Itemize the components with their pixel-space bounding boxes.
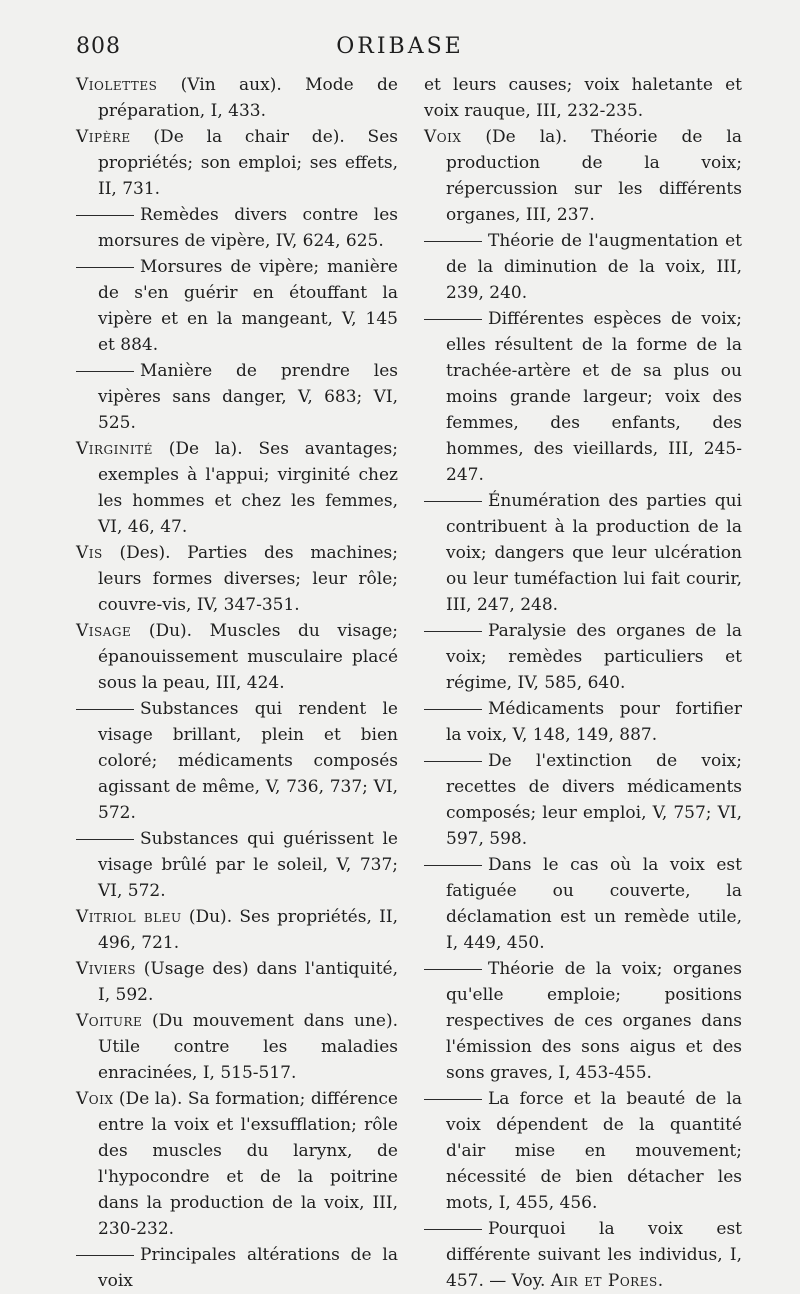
repeat-dash	[76, 709, 134, 710]
index-subentry	[424, 1086, 742, 1216]
index-subentry	[424, 618, 742, 696]
index-entry	[76, 1008, 398, 1086]
entry-headword: Viviers	[76, 959, 136, 979]
right-column	[424, 72, 742, 1294]
entry-text: et leurs causes; voix haletante et voix rauque, III, 232-235.	[424, 75, 742, 121]
index-subentry	[424, 488, 742, 618]
index-entry	[76, 956, 398, 1008]
index-entry	[424, 124, 742, 228]
index-subentry	[424, 1216, 742, 1294]
index-subentry	[76, 358, 398, 436]
repeat-dash	[76, 1255, 134, 1256]
repeat-dash	[424, 241, 482, 242]
entry-text: (De la). Ses avantages; exemples à l'appui; virginité chez les hommes et chez les femmes, VI, 46, 47.	[98, 439, 398, 537]
index-subentry	[424, 852, 742, 956]
running-title: ORIBASE	[336, 34, 464, 59]
index-entry	[76, 124, 398, 202]
entry-text: Substances qui guérissent le visage brûlé par le soleil, V, 737; VI, 572.	[98, 829, 398, 901]
entry-text: (De la chair de). Ses propriétés; son emploi; ses effets, II, 731.	[98, 127, 398, 199]
index-entry	[76, 72, 398, 124]
entry-text: De l'extinction de voix; recettes de divers médicaments composés; leur emploi, V, 757; VI, 597, 598.	[446, 751, 742, 849]
repeat-dash	[424, 865, 482, 866]
entry-headword: Vipère	[76, 127, 131, 147]
repeat-dash	[424, 969, 482, 970]
index-entry	[76, 904, 398, 956]
index-subentry	[424, 748, 742, 852]
entry-text: Principales altérations de la voix	[98, 1245, 398, 1291]
entry-headword: Vitriol bleu	[76, 907, 182, 927]
repeat-dash	[76, 267, 134, 268]
entry-text: Pourquoi la voix est différente suivant les individus, I, 457. — Voy.	[446, 1219, 742, 1291]
entry-headword: Visage	[76, 621, 132, 641]
entry-text: (Du mouvement dans une). Utile contre les maladies enracinées, I, 515-517.	[98, 1011, 398, 1083]
index-subentry	[424, 696, 742, 748]
index-entry	[76, 436, 398, 540]
entry-text: Différentes espèces de voix; elles résultent de la forme de la trachée-artère et de sa plus ou moins grande largeur; voix des femmes, des enfants, des hommes, des vieillards, III, 245-247.	[446, 309, 742, 485]
repeat-dash	[76, 839, 134, 840]
index-entry	[76, 540, 398, 618]
entry-text: Dans le cas où la voix est fatiguée ou couverte, la déclamation est un remède utile, I, 449, 450.	[446, 855, 742, 953]
index-subentry	[76, 826, 398, 904]
entry-text: (De la). Sa formation; différence entre la voix et l'exsufflation; rôle des muscles du larynx, de l'hypocondre et de la poitrine dans la production de la voix, III, 230-232.	[98, 1089, 398, 1239]
entry-headword: Voix	[424, 127, 462, 147]
entry-text: Substances qui rendent le visage brillant, plein et bien coloré; médicaments composés agissant de même, V, 736, 737; VI, 572.	[98, 699, 398, 823]
entry-headword: Voiture	[76, 1011, 143, 1031]
entry-headword: Virginité	[76, 439, 153, 459]
entry-text: (Du). Muscles du visage; épanouissement musculaire placé sous la peau, III, 424.	[98, 621, 398, 693]
repeat-dash	[76, 371, 134, 372]
entry-text: (De la). Théorie de la production de la voix; répercussion sur les différents organes, III, 237.	[446, 127, 742, 225]
entry-text: Théorie de l'augmentation et de la diminution de la voix, III, 239, 240.	[446, 231, 742, 303]
entry-text: (Vin aux). Mode de préparation, I, 433.	[98, 75, 398, 121]
entry-tail: .	[657, 1271, 664, 1291]
entry-headword: Voix	[76, 1089, 114, 1109]
repeat-dash	[424, 709, 482, 710]
repeat-dash	[424, 761, 482, 762]
repeat-dash	[424, 1229, 482, 1230]
entry-text: Remèdes divers contre les morsures de vipère, IV, 624, 625.	[98, 205, 398, 251]
index-entry	[76, 1086, 398, 1242]
entry-text: (Du). Ses propriétés, II, 496, 721.	[98, 907, 398, 953]
repeat-dash	[424, 631, 482, 632]
index-subentry	[424, 306, 742, 488]
index-subentry	[76, 254, 398, 358]
entry-text: (Des). Parties des machines; leurs formes diverses; leur rôle; couvre-vis, IV, 347-351.	[98, 543, 398, 615]
repeat-dash	[424, 1099, 482, 1100]
entry-headword: Vis	[76, 543, 103, 563]
page-number: 808	[76, 34, 121, 59]
page-header	[0, 34, 800, 64]
entry-text: Énumération des parties qui contribuent à la production de la voix; dangers que leur ulcération ou leur tuméfaction lui fait courir, III, 247, 248.	[446, 491, 742, 615]
left-column	[76, 72, 398, 1294]
entry-text: Paralysie des organes de la voix; remèdes particuliers et régime, IV, 585, 640.	[446, 621, 742, 693]
index-subentry	[76, 1242, 398, 1294]
index-subentry	[76, 696, 398, 826]
repeat-dash	[76, 215, 134, 216]
index-subentry	[424, 228, 742, 306]
repeat-dash	[424, 319, 482, 320]
index-entry	[76, 618, 398, 696]
entry-text: (Usage des) dans l'antiquité, I, 592.	[98, 959, 398, 1005]
index-subentry	[424, 956, 742, 1086]
repeat-dash	[424, 501, 482, 502]
entry-text: La force et la beauté de la voix dépendent de la quantité d'air mise en mouvement; nécessité de bien détacher les mots, I, 455, 456.	[446, 1089, 742, 1213]
entry-headword: Violettes	[76, 75, 158, 95]
entry-text: Théorie de la voix; organes qu'elle emploie; positions respectives de ces organes dans l'émission des sons aigus et des sons graves, I, 453-455.	[446, 959, 742, 1083]
entry-text: Morsures de vipère; manière de s'en guérir en étouffant la vipère et en la mangeant, V, 145 et 884.	[98, 257, 398, 355]
cross-reference: Air et Pores	[550, 1271, 658, 1291]
index-subentry	[76, 202, 398, 254]
entry-text: Médicaments pour fortifier la voix, V, 148, 149, 887.	[446, 699, 742, 745]
entry-text: Manière de prendre les vipères sans danger, V, 683; VI, 525.	[98, 361, 398, 433]
index-entry-continuation	[424, 72, 742, 124]
